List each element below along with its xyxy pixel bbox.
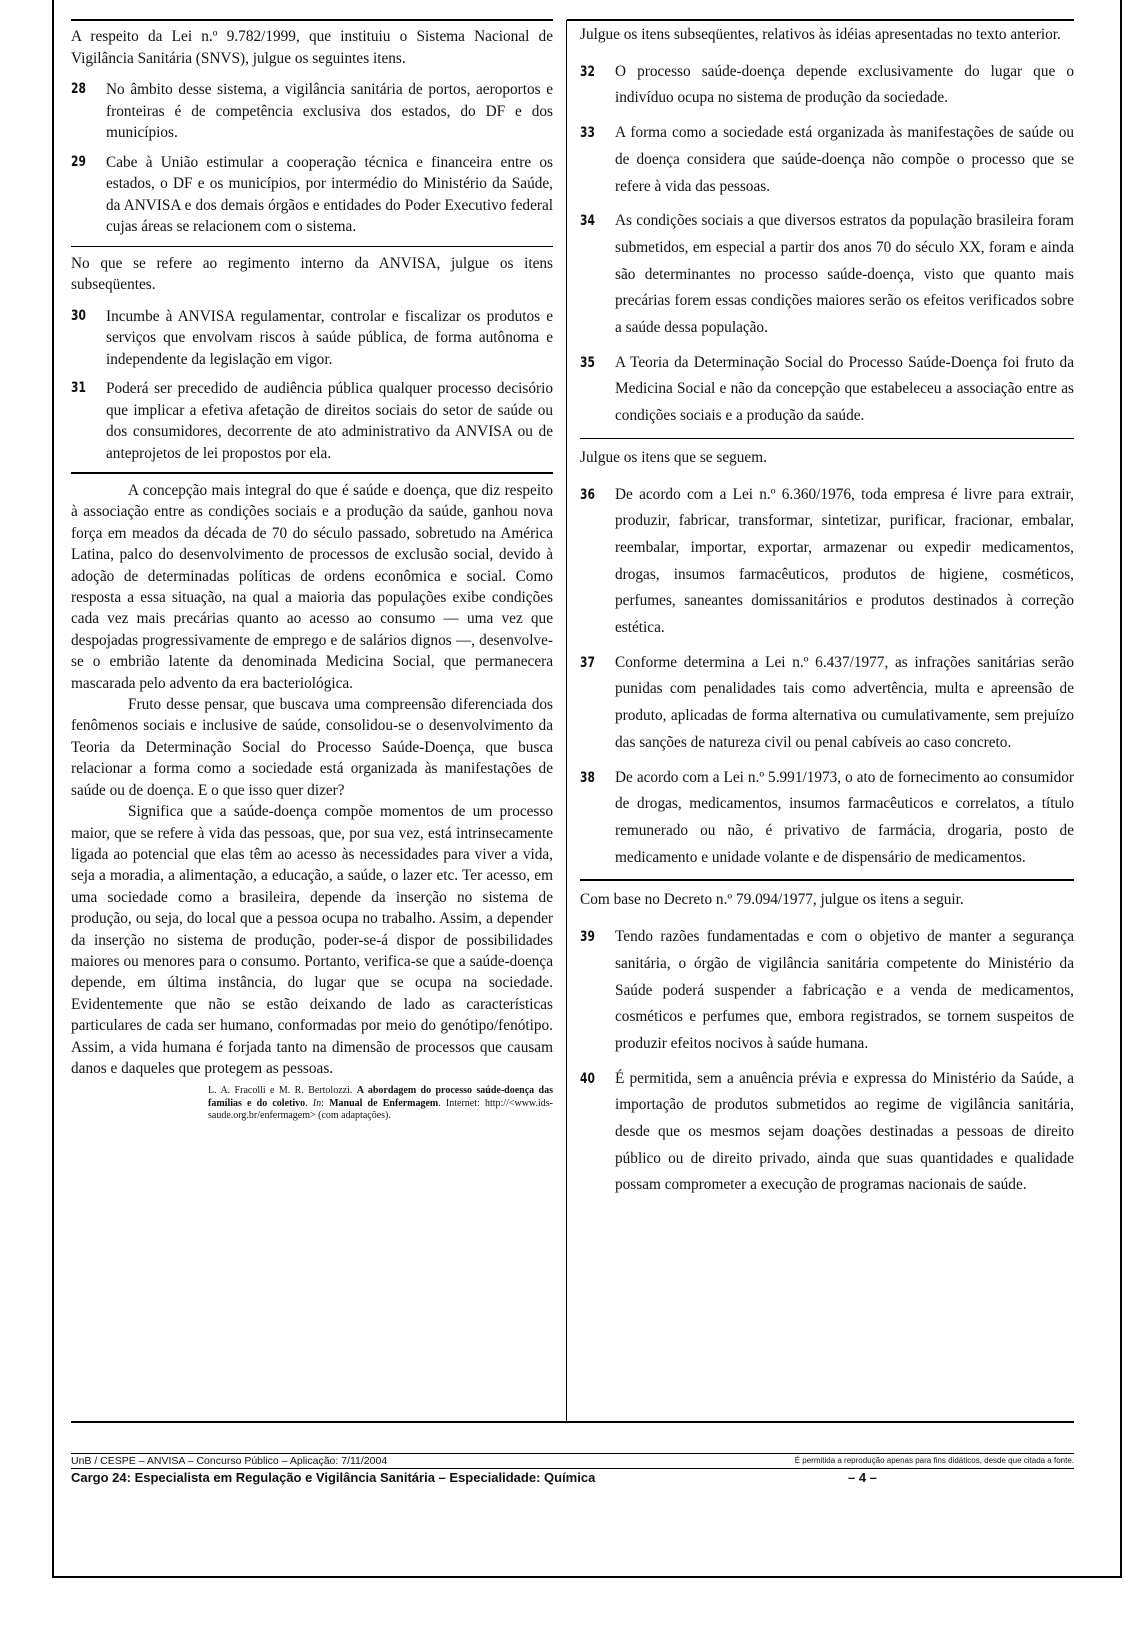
question-item-29 [71, 152, 553, 238]
question-item-34 [580, 208, 1074, 342]
question-item-38 [580, 765, 1074, 872]
reproduction-note: É permitida a reprodução apenas para fins didáticos, desde que citada a fonte. [794, 1456, 1074, 1465]
page-number: – 4 – [848, 1470, 877, 1485]
section-intro: Julgue os itens que se seguem. [580, 448, 767, 466]
section-divider [71, 246, 553, 247]
position-title: Cargo 24: Especialista em Regulação e Vigilância Sanitária – Especialidade: Química [71, 1470, 596, 1485]
question-item-37 [580, 650, 1074, 757]
question-text: É permitida, sem a anuência prévia e expressa do Ministério da Saúde, a importação de produtos submetidos ao regime de vigilância sanitária, desde que os mesmos sejam doações destinadas a pessoas de direito público ou de direito privado, ainda que suas quantidades e qualidade possam comprometer a execução de programas nacionais de saúde. [615, 1069, 1074, 1194]
section-divider [580, 438, 1074, 439]
column-divider [566, 20, 567, 1423]
content-bottom-rule [71, 1421, 1074, 1423]
question-item-36 [580, 482, 1074, 642]
citation-title: A abordagem do processo saúde-doença das famílias e do coletivo [208, 1085, 553, 1109]
left-column [71, 26, 553, 1123]
question-number: 32 [580, 63, 595, 80]
question-item-35 [580, 350, 1074, 430]
exam-info: UnB / CESPE – ANVISA – Concurso Público – Aplicação: 7/11/2004 [71, 1455, 388, 1467]
question-text: Tendo razões fundamentadas e com o objetivo de manter a segurança sanitária, o órgão de vigilância sanitária competente do Ministério da Saúde poderá suspender a fabricação e a venda de medicamentos, cosméticos e perfumes que, embora registrados, se tornem suspeitos de produzir efeitos nocivos à saúde humana. [615, 928, 1074, 1052]
question-text: Cabe à União estimular a cooperação técnica e financeira entre os estados, o DF e os municípios, por intermédio do Ministério da Saúde, da ANVISA e dos demais órgãos e entidades do Poder Executivo federal cujas áreas se relacionem com o sistema. [106, 153, 553, 235]
question-number: 29 [71, 153, 86, 170]
question-text: Poderá ser precedido de audiência pública qualquer processo decisório que implicar a efetiva afetação de direitos sociais do setor de saúde ou dos consumidores, decorrente de ato administrativo da ANVISA ou de anteprojetos de lei propostos por ela. [106, 380, 553, 462]
passage-paragraph: A concepção mais integral do que é saúde e doença, que diz respeito à associação entre as condições sociais e a produção da saúde, ganhou nova força em meados da década de 70 do século passado, sobretudo na América Latina, palco do desenvolvimento de processos de exclusão social, devido à adoção de determinadas políticas de ordens econômica e social. Como resposta a essa situação, na qual a maioria das populações exibe condições cada vez mais precárias quanto ao acesso ao consumo — uma vez que despojadas progressivamente de emprego e de salários dignos —, desenvolve-se o embrião latente da denominada Medicina Social, que permanecera mascarada pelo advento da era bacteriológica. [71, 482, 553, 692]
question-item-40 [580, 1066, 1074, 1200]
reading-passage [71, 480, 553, 1079]
question-number: 36 [580, 486, 595, 503]
section-intro: Com base no Decreto n.º 79.094/1977, julgue os itens a seguir. [580, 891, 964, 909]
question-item-39 [580, 924, 1074, 1058]
citation-in: In [312, 1097, 322, 1109]
question-item-30 [71, 306, 553, 371]
footer-position-bar [71, 1470, 1074, 1485]
question-number: 30 [71, 307, 86, 324]
footer-info-bar [71, 1453, 1074, 1469]
question-item-32 [580, 59, 1074, 112]
section-divider [580, 879, 1074, 881]
question-text: De acordo com a Lei n.º 6.360/1976, toda empresa é livre para extrair, produzir, fabricar, transformar, sintetizar, purificar, fracionar, embalar, reembalar, importar, exportar, armazenar ou expedir medicamentos, drogas, insumos farmacêuticos, produtos de higiene, cosméticos, perfumes, saneantes domissanitários e produtos destinados à correção estética. [615, 485, 1074, 637]
question-number: 39 [580, 929, 595, 946]
section-divider [71, 472, 553, 474]
section-intro: Julgue os itens subseqüentes, relativos às idéias apresentadas no texto anterior. [580, 26, 1061, 43]
question-text: Conforme determina a Lei n.º 6.437/1977, as infrações sanitárias serão punidas com penalidades tais como advertência, multa e apreensão de produto, aplicadas de forma alternativa ou cumulativamente, sem prejuízo das sanções de natureza civil ou penal cabíveis ao caso concreto. [615, 653, 1074, 751]
right-column [580, 22, 1074, 1207]
question-text: Incumbe à ANVISA regulamentar, controlar e fiscalizar os produtos e serviços que envolvam riscos à saúde pública, de forma autônoma e independente da legislação em vigor. [106, 307, 553, 368]
question-number: 35 [580, 354, 595, 371]
section-intro: A respeito da Lei n.º 9.782/1999, que instituiu o Sistema Nacional de Vigilância Sanitária (SNVS), julgue os seguintes itens. [71, 28, 553, 67]
question-number: 37 [580, 654, 595, 671]
question-text: A Teoria da Determinação Social do Processo Saúde-Doença foi fruto da Medicina Social e não da concepção que estabeleceu a associação entre as condições sociais e a produção da saúde. [615, 353, 1074, 425]
question-number: 28 [71, 81, 86, 97]
top-rule-right [567, 19, 1074, 21]
question-number: 40 [580, 1070, 595, 1087]
passage-paragraph: Fruto desse pensar, que buscava uma compreensão diferenciada dos fenômenos sociais e inclusive de saúde, consolidou-se o desenvolvimento da Teoria da Determinação Social do Processo Saúde-Doença, que busca relacionar a forma como a sociedade está organizada às manifestações de saúde ou de doença. E o que isso quer dizer? [71, 696, 553, 799]
citation-authors: L. A. Fracolli e M. R. Bertolozzi. [208, 1085, 353, 1097]
question-text: De acordo com a Lei n.º 5.991/1973, o ato de fornecimento ao consumidor de drogas, medicamentos, insumos farmacêuticos e correlatos, a título remunerado ou não, é privativo de farmácia, drogaria, posto de medicamento e unidade volante e de dispensário de medicamentos. [615, 768, 1074, 866]
question-number: 31 [71, 380, 86, 396]
question-number: 38 [580, 769, 595, 786]
question-item-33 [580, 120, 1074, 200]
question-number: 33 [580, 125, 595, 142]
question-number: 34 [580, 213, 595, 230]
top-rule-left [71, 19, 553, 21]
passage-paragraph: Significa que a saúde-doença compõe momentos de um processo maior, que se refere à vida das pessoas, que, por sua vez, está intrinsecamente ligada ao potencial que elas têm ao acesso às necessidades para viver a vida, seja a moradia, a alimentação, a educação, a saúde, o lazer etc. Ter acesso, em uma sociedade como a brasileira, depende da inserção no sistema de produção, ou seja, do local que a pessoa ocupa no trabalho. Assim, a depender da inserção no sistema de produção, poder-se-á dispor de possibilidades maiores ou menores para o consumo. Portanto, verifica-se que a saúde-doença depende, em última instância, do lugar que se ocupa na sociedade. Evidentemente que não se estão deixando de lado as características particulares de cada ser humano, conformadas por meio do genótipo/fenótipo. Assim, a vida humana é forjada tanto na dimensão de processos que causam danos e daqueles que protegem as pessoas. [71, 803, 553, 1077]
citation-book: Manual de Enfermagem [329, 1097, 439, 1109]
section-intro: No que se refere ao regimento interno da ANVISA, julgue os itens subseqüentes. [71, 254, 553, 293]
question-text: A forma como a sociedade está organizada às manifestações de saúde ou de doença considera que saúde-doença não compõe o processo que se refere à vida das pessoas. [615, 124, 1074, 195]
question-text: No âmbito desse sistema, a vigilância sanitária de portos, aeroportos e fronteiras é de competência exclusiva dos estados, do DF e dos municípios. [106, 81, 553, 141]
question-text: As condições sociais a que diversos estratos da população brasileira foram submetidos, em especial a partir dos anos 70 do século XX, foram e ainda são determinantes no processo saúde-doença, visto que quanto mais precárias forem essas condições maiores serão os efeitos verificados sobre a saúde dessa população. [615, 212, 1074, 337]
question-item-31 [71, 378, 553, 464]
question-item-28 [71, 79, 553, 144]
question-text: O processo saúde-doença depende exclusivamente do lugar que o indivíduo ocupa no sistema de produção da sociedade. [615, 62, 1074, 107]
passage-citation: L. A. Fracolli e M. R. Bertolozzi. A abordagem do processo saúde-doença das famílias e do coletivo. In: Manual de Enfermagem. Internet: http://<www.ids-saude.org.br/enfermagem> (com adaptações). [208, 1085, 553, 1122]
citation-source: Internet: http://<www.ids-saude.org.br/enfermagem> (com adaptações). [208, 1097, 553, 1122]
